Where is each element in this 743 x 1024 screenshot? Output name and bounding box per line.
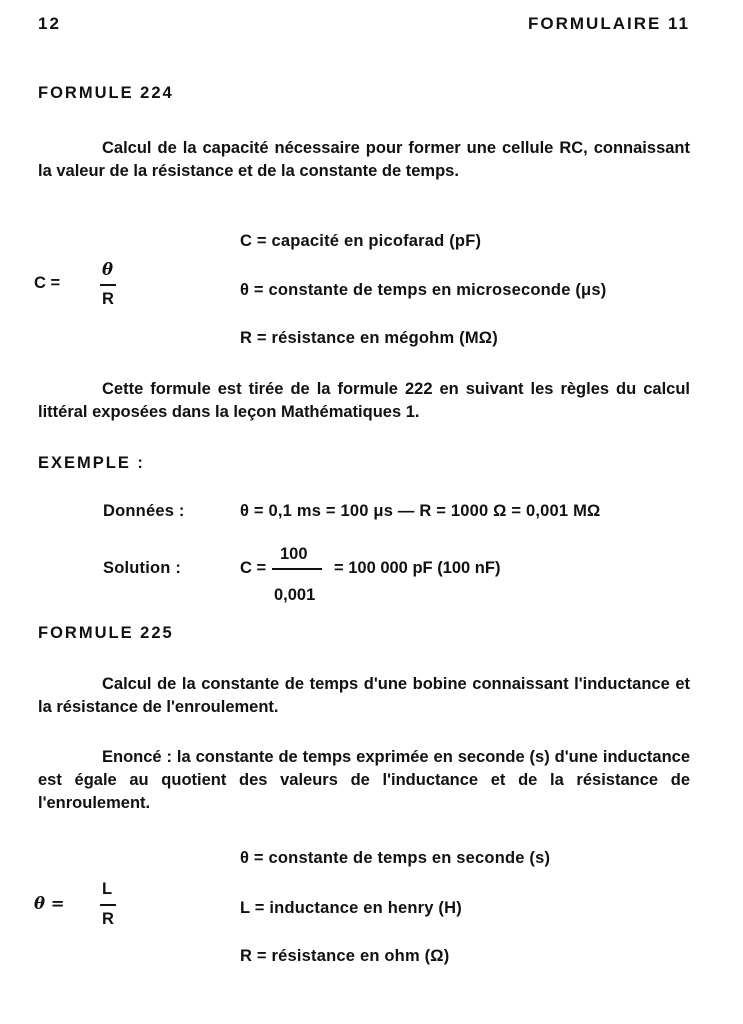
solution-result: = 100 000 pF (100 nF) xyxy=(334,559,501,577)
formula-224-note-text: Cette formule est tirée de la formule 222 en suivant les règles du calcul littéral exposées dans la leçon Mathématiques 1. xyxy=(38,380,690,421)
solution-label: Solution : xyxy=(103,559,182,577)
formula-225-statement xyxy=(38,746,690,815)
formula-224-denominator: R xyxy=(102,290,114,308)
formula-225-def-r: R = résistance en ohm (Ω) xyxy=(240,947,450,965)
formula-224-def-theta: θ = constante de temps en microseconde (μs) xyxy=(240,281,607,299)
formula-225-statement-text: Enoncé : la constante de temps exprimée en seconde (s) d'une inductance est égale au quotient des valeurs de l'inductance et de la résistance de l'enroulement. xyxy=(38,748,690,812)
solution-lhs: C = xyxy=(240,559,267,577)
formula-224-numerator: θ xyxy=(102,260,114,279)
formula-225-def-theta: θ = constante de temps en seconde (s) xyxy=(240,849,551,867)
formula-224-lhs: C = xyxy=(34,274,61,292)
formula-225-def-l: L = inductance en henry (H) xyxy=(240,899,462,917)
formula-224-equation xyxy=(34,260,114,312)
solution-equation xyxy=(240,543,570,603)
formula-225-intro-text: Calcul de la constante de temps d'une bobine connaissant l'inductance et la résistance de l'enroulement. xyxy=(38,675,690,716)
page-number: 12 xyxy=(38,14,61,33)
solution-numerator: 100 xyxy=(280,545,308,563)
example-heading: EXEMPLE : xyxy=(38,454,145,472)
formula-225-lhs: θ = xyxy=(34,894,65,913)
data-value: θ = 0,1 ms = 100 μs — R = 1000 Ω = 0,001 MΩ xyxy=(240,502,601,520)
data-label: Données : xyxy=(103,502,185,520)
solution-denominator: 0,001 xyxy=(274,586,316,604)
fraction-bar xyxy=(100,904,116,906)
formula-224-note xyxy=(38,378,690,424)
running-title: FORMULAIRE 11 xyxy=(528,14,691,33)
formula-225-denominator: R xyxy=(102,910,114,928)
formula-224-def-r: R = résistance en mégohm (MΩ) xyxy=(240,329,498,347)
formula-225-heading: FORMULE 225 xyxy=(38,624,174,642)
formula-225-intro xyxy=(38,673,690,719)
formula-224-intro-text: Calcul de la capacité nécessaire pour former une cellule RC, connaissant la valeur de la résistance et de la constante de temps. xyxy=(38,139,690,180)
fraction-bar xyxy=(272,568,322,570)
formula-224-heading: FORMULE 224 xyxy=(38,84,174,102)
fraction-bar xyxy=(100,284,116,286)
formula-224-def-c: C = capacité en picofarad (pF) xyxy=(240,232,482,250)
formula-224-intro xyxy=(38,137,690,183)
formula-225-equation xyxy=(34,880,114,932)
formula-225-numerator: L xyxy=(102,880,113,898)
